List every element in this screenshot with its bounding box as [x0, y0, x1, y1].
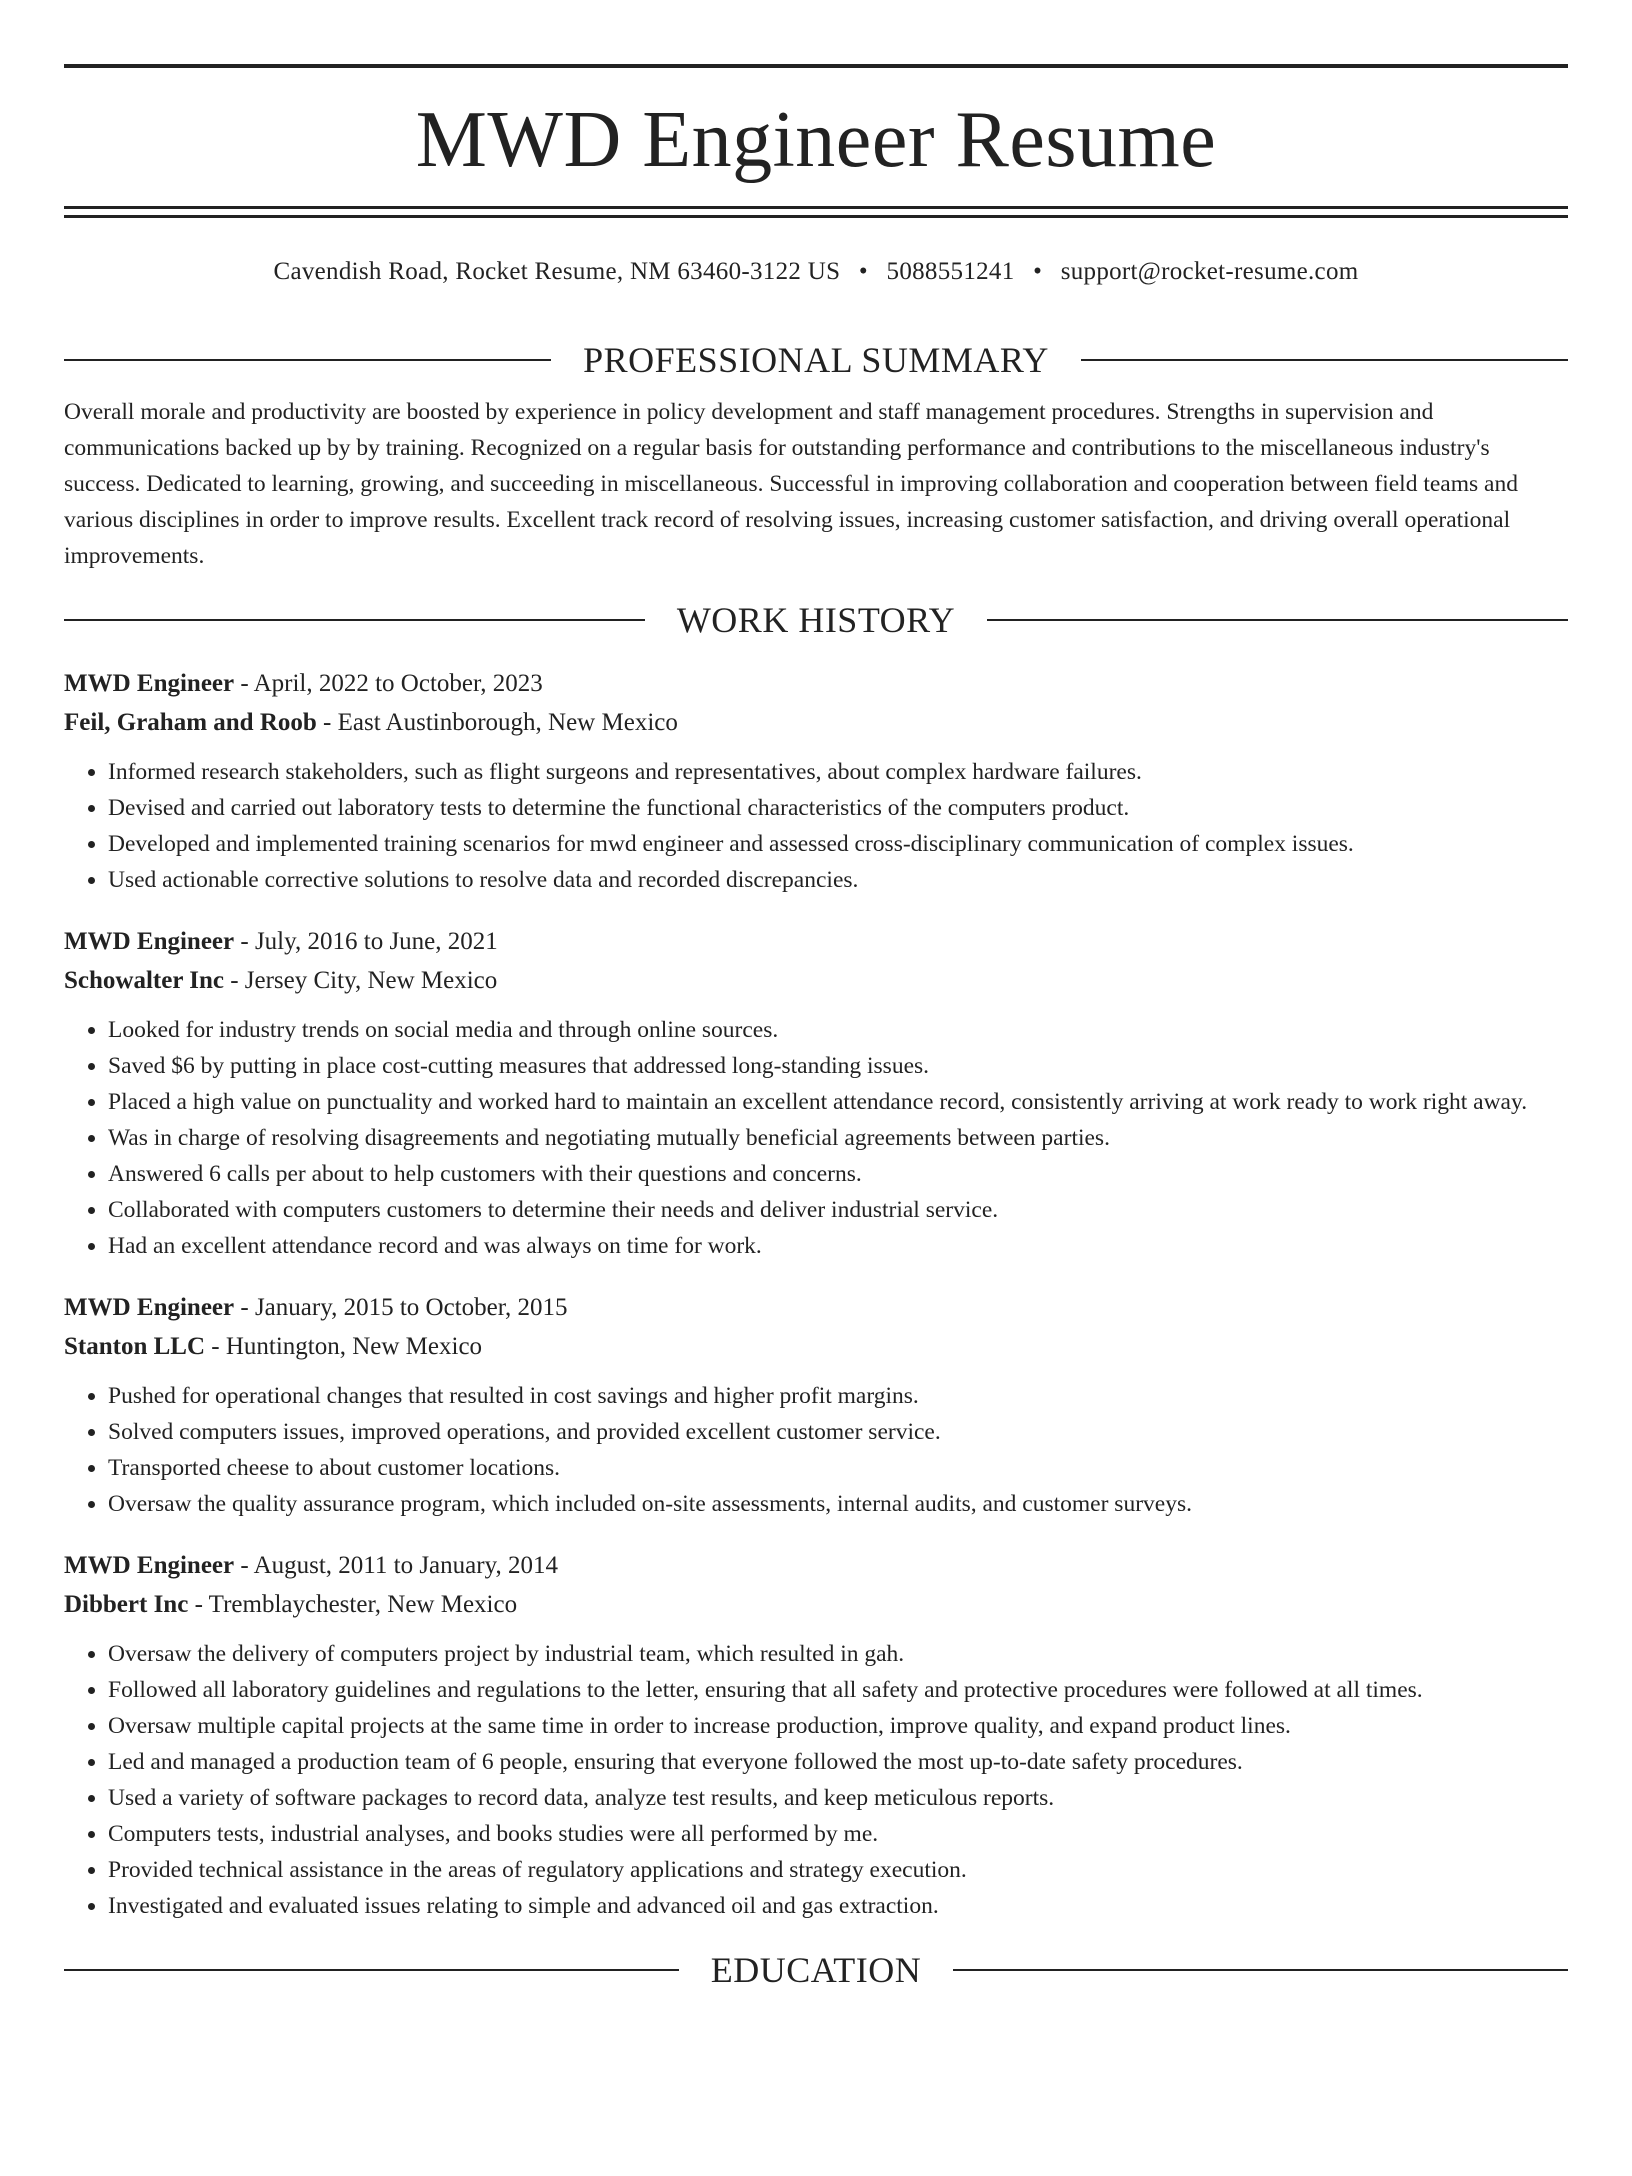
job-title-line: [64, 664, 1568, 703]
job-bullet: • Saved $6 by putting in place cost-cutting measures that addressed long-standing issues.: [108, 1048, 1568, 1084]
job-bullet: • Oversaw the delivery of computers project by industrial team, which resulted in gah.: [108, 1636, 1568, 1672]
job-company-line: [64, 1327, 1568, 1366]
contact-phone: 5088551241: [886, 258, 1015, 285]
job-bullet: • Oversaw the quality assurance program, which included on-site assessments, internal audits, and customer surveys.: [108, 1486, 1568, 1522]
contact-separator: •: [858, 258, 868, 285]
job-bullet: • Devised and carried out laboratory tests to determine the functional characteristics of the computers product.: [108, 790, 1568, 826]
job-company: Stanton LLC: [64, 1333, 206, 1360]
resume-page: [0, 64, 1632, 2176]
job-title: MWD Engineer: [64, 1294, 235, 1321]
job-bullet: • Used a variety of software packages to record data, analyze test results, and keep meticulous reports.: [108, 1780, 1568, 1816]
job-dates: - August, 2011 to January, 2014: [240, 1552, 558, 1579]
job-title-line: [64, 1288, 1568, 1327]
job-company-line: [64, 703, 1568, 742]
heading-rule-right: [1081, 359, 1568, 361]
work-history-list: [64, 664, 1568, 1924]
job-company: Feil, Graham and Roob: [64, 709, 317, 736]
job-entry: [64, 664, 1568, 898]
job-bullet-list: [64, 1378, 1568, 1522]
job-title-line: [64, 922, 1568, 961]
job-bullet: • Answered 6 calls per about to help customers with their questions and concerns.: [108, 1156, 1568, 1192]
job-bullet: • Informed research stakeholders, such as flight surgeons and representatives, about complex hardware failures.: [108, 754, 1568, 790]
section-heading-work-history: [64, 596, 1568, 644]
job-entry: [64, 1546, 1568, 1924]
contact-email: support@rocket-resume.com: [1060, 258, 1359, 285]
job-bullet: • Collaborated with computers customers to determine their needs and deliver industrial service.: [108, 1192, 1568, 1228]
heading-rule-right: [953, 1969, 1568, 1971]
job-bullet: • Placed a high value on punctuality and worked hard to maintain an excellent attendance record, consistently arriving at work ready to work right away.: [108, 1084, 1568, 1120]
job-company: Dibbert Inc: [64, 1591, 189, 1618]
job-bullet: • Transported cheese to about customer locations.: [108, 1450, 1568, 1486]
job-bullet: • Oversaw multiple capital projects at the same time in order to increase production, improve quality, and expand product lines.: [108, 1708, 1568, 1744]
section-heading-label: PROFESSIONAL SUMMARY: [583, 340, 1049, 380]
job-bullet: • Had an excellent attendance record and was always on time for work.: [108, 1228, 1568, 1264]
job-bullet: • Computers tests, industrial analyses, and books studies were all performed by me.: [108, 1816, 1568, 1852]
job-company: Schowalter Inc: [64, 967, 224, 994]
contact-separator: •: [1033, 258, 1043, 285]
job-location: - East Austinborough, New Mexico: [323, 709, 678, 736]
heading-rule-left: [64, 619, 645, 621]
job-location: - Huntington, New Mexico: [211, 1333, 483, 1360]
job-bullet: • Led and managed a production team of 6 people, ensuring that everyone followed the most up-to-date safety procedures.: [108, 1744, 1568, 1780]
job-company-line: [64, 961, 1568, 1000]
job-location: - Tremblaychester, New Mexico: [194, 1591, 518, 1618]
job-bullet: • Followed all laboratory guidelines and regulations to the letter, ensuring that all safety and protective procedures were followed at all times.: [108, 1672, 1568, 1708]
job-bullet: • Solved computers issues, improved operations, and provided excellent customer service.: [108, 1414, 1568, 1450]
resume-title: MWD Engineer Resume: [415, 96, 1217, 184]
title-double-rule: [64, 206, 1568, 218]
contact-line: [64, 254, 1568, 290]
section-heading-label: EDUCATION: [710, 1950, 922, 1990]
section-heading-summary: [64, 336, 1568, 384]
job-entry: [64, 1288, 1568, 1522]
job-company-line: [64, 1585, 1568, 1624]
professional-summary-text: Overall morale and productivity are boosted by experience in policy development and staff management procedures. Strengths in supervision and communications backed up by by training. Recognized on a regular basis for outstanding performance and contributions to the miscellaneous industry's success. Dedicated to learning, growing, and succeeding in miscellaneous. Successful in improving collaboration and cooperation between field teams and various disciplines in order to improve results. Excellent track record of resolving issues, increasing customer satisfaction, and driving overall operational improvements.: [64, 399, 1518, 569]
job-bullet-list: [64, 1012, 1568, 1264]
job-bullet: • Pushed for operational changes that resulted in cost savings and higher profit margins.: [108, 1378, 1568, 1414]
job-title-line: [64, 1546, 1568, 1585]
job-location: - Jersey City, New Mexico: [230, 967, 498, 994]
section-heading-education: [64, 1946, 1568, 1994]
job-bullet-list: [64, 754, 1568, 898]
job-bullet: • Investigated and evaluated issues relating to simple and advanced oil and gas extraction.: [108, 1888, 1568, 1924]
job-bullet-list: [64, 1636, 1568, 1924]
job-bullet: • Provided technical assistance in the areas of regulatory applications and strategy execution.: [108, 1852, 1568, 1888]
contact-address: Cavendish Road, Rocket Resume, NM 63460-3122 US: [273, 258, 841, 285]
heading-rule-right: [987, 619, 1568, 621]
job-bullet: • Used actionable corrective solutions to resolve data and recorded discrepancies.: [108, 862, 1568, 898]
job-dates: - July, 2016 to June, 2021: [240, 928, 498, 955]
job-bullet: • Developed and implemented training scenarios for mwd engineer and assessed cross-disciplinary communication of complex issues.: [108, 826, 1568, 862]
job-bullet: • Was in charge of resolving disagreements and negotiating mutually beneficial agreements between parties.: [108, 1120, 1568, 1156]
section-heading-label: WORK HISTORY: [676, 600, 956, 640]
job-bullet: • Looked for industry trends on social media and through online sources.: [108, 1012, 1568, 1048]
job-title: MWD Engineer: [64, 1552, 235, 1579]
job-dates: - April, 2022 to October, 2023: [240, 670, 543, 697]
job-title: MWD Engineer: [64, 928, 235, 955]
job-entry: [64, 922, 1568, 1264]
job-dates: - January, 2015 to October, 2015: [240, 1294, 568, 1321]
heading-rule-left: [64, 359, 551, 361]
heading-rule-left: [64, 1969, 679, 1971]
job-title: MWD Engineer: [64, 670, 235, 697]
